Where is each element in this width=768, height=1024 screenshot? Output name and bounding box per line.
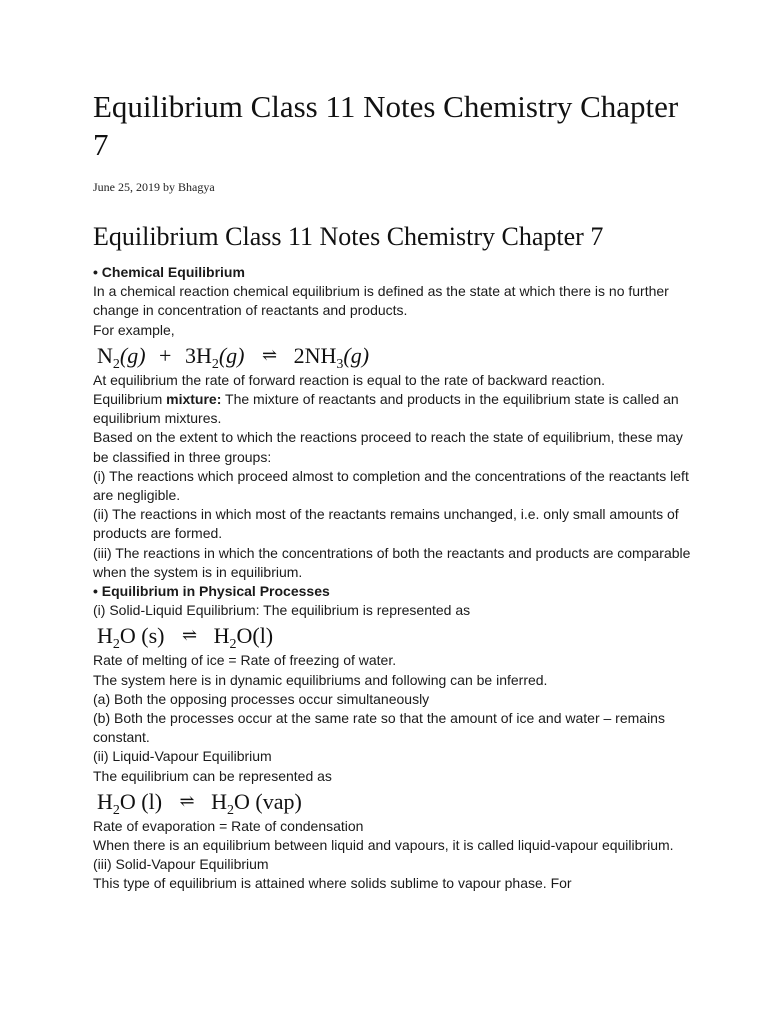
- paragraph-represented: The equilibrium can be represented as: [93, 767, 332, 784]
- article-body: [93, 263, 693, 894]
- paragraph-dynamic: The system here is in dynamic equilibriums and following can be inferred.: [93, 671, 548, 688]
- list-item: (a) Both the opposing processes occur simultaneously: [93, 690, 430, 707]
- equilibrium-arrow-icon: ⇌: [182, 625, 197, 646]
- heading-chemical-equilibrium: • Chemical Equilibrium: [93, 264, 245, 280]
- list-item: (b) Both the processes occur at the same rate so that the amount of ice and water – remains constant.: [93, 710, 665, 746]
- paragraph-evaporation: Rate of evaporation = Rate of condensation: [93, 817, 364, 834]
- equilibrium-arrow-icon: ⇌: [262, 344, 277, 365]
- heading-physical-processes: • Equilibrium in Physical Processes: [93, 583, 330, 600]
- equation-solid-liquid: $H_2O$ (s) ⇌ $H_2O(l)$: [97, 623, 274, 653]
- equilibrium-arrow-icon: ⇌: [179, 790, 194, 811]
- paragraph-mixture: Equilibrium mixture: The mixture of reactants and products in the equilibrium state is called an equilibrium mixtures.: [93, 391, 679, 427]
- post-meta: June 25, 2019 by Bhagya: [93, 180, 215, 194]
- paragraph-definition: In a chemical reaction chemical equilibrium is defined as the state at which there is no further change in concentration of reactants and products.: [93, 283, 669, 319]
- section-title: Equilibrium Class 11 Notes Chemistry Chapter 7: [93, 222, 604, 251]
- paragraph-solid-vapour: (iii) Solid-Vapour Equilibrium: [93, 856, 269, 873]
- paragraph-classification: Based on the extent to which the reactions proceed to reach the state of equilibrium, these may be classified in three groups:: [93, 429, 683, 465]
- paragraph-for-example: For example,: [93, 321, 175, 338]
- paragraph-liquid-vapour: (ii) Liquid-Vapour Equilibrium: [93, 748, 272, 765]
- paragraph-liquid-vapour-def: When there is an equilibrium between liquid and vapours, it is called liquid-vapour equilibrium.: [93, 837, 674, 854]
- page-title: Equilibrium Class 11 Notes Chemistry Chapter 7: [93, 89, 679, 162]
- paragraph-rate: At equilibrium the rate of forward reaction is equal to the rate of backward reaction.: [93, 371, 606, 388]
- list-item: (ii) The reactions in which most of the reactants remains unchanged, i.e. only small amounts of products are formed.: [93, 506, 679, 542]
- paragraph-melting: Rate of melting of ice = Rate of freezing of water.: [93, 652, 397, 669]
- list-item: (i) The reactions which proceed almost to completion and the concentrations of the reactants left are negligible.: [93, 467, 689, 504]
- paragraph-solid-vapour-def: This type of equilibrium is attained where solids sublime to vapour phase. For: [93, 875, 572, 892]
- equation-ammonia-synthesis: $N_2(g) + 3H_2(g)$ ⇌ $2NH_3(g)$: [97, 342, 370, 372]
- list-item: (iii) The reactions in which the concentrations of both the reactants and products are comparable when the system is in equilibrium.: [93, 544, 691, 580]
- article: [93, 88, 693, 894]
- equation-liquid-vapour: $H_2O$ (l) ⇌ $H_2O$ (vap): [97, 788, 302, 818]
- paragraph-solid-liquid: (i) Solid-Liquid Equilibrium: The equilibrium is represented as: [93, 602, 471, 619]
